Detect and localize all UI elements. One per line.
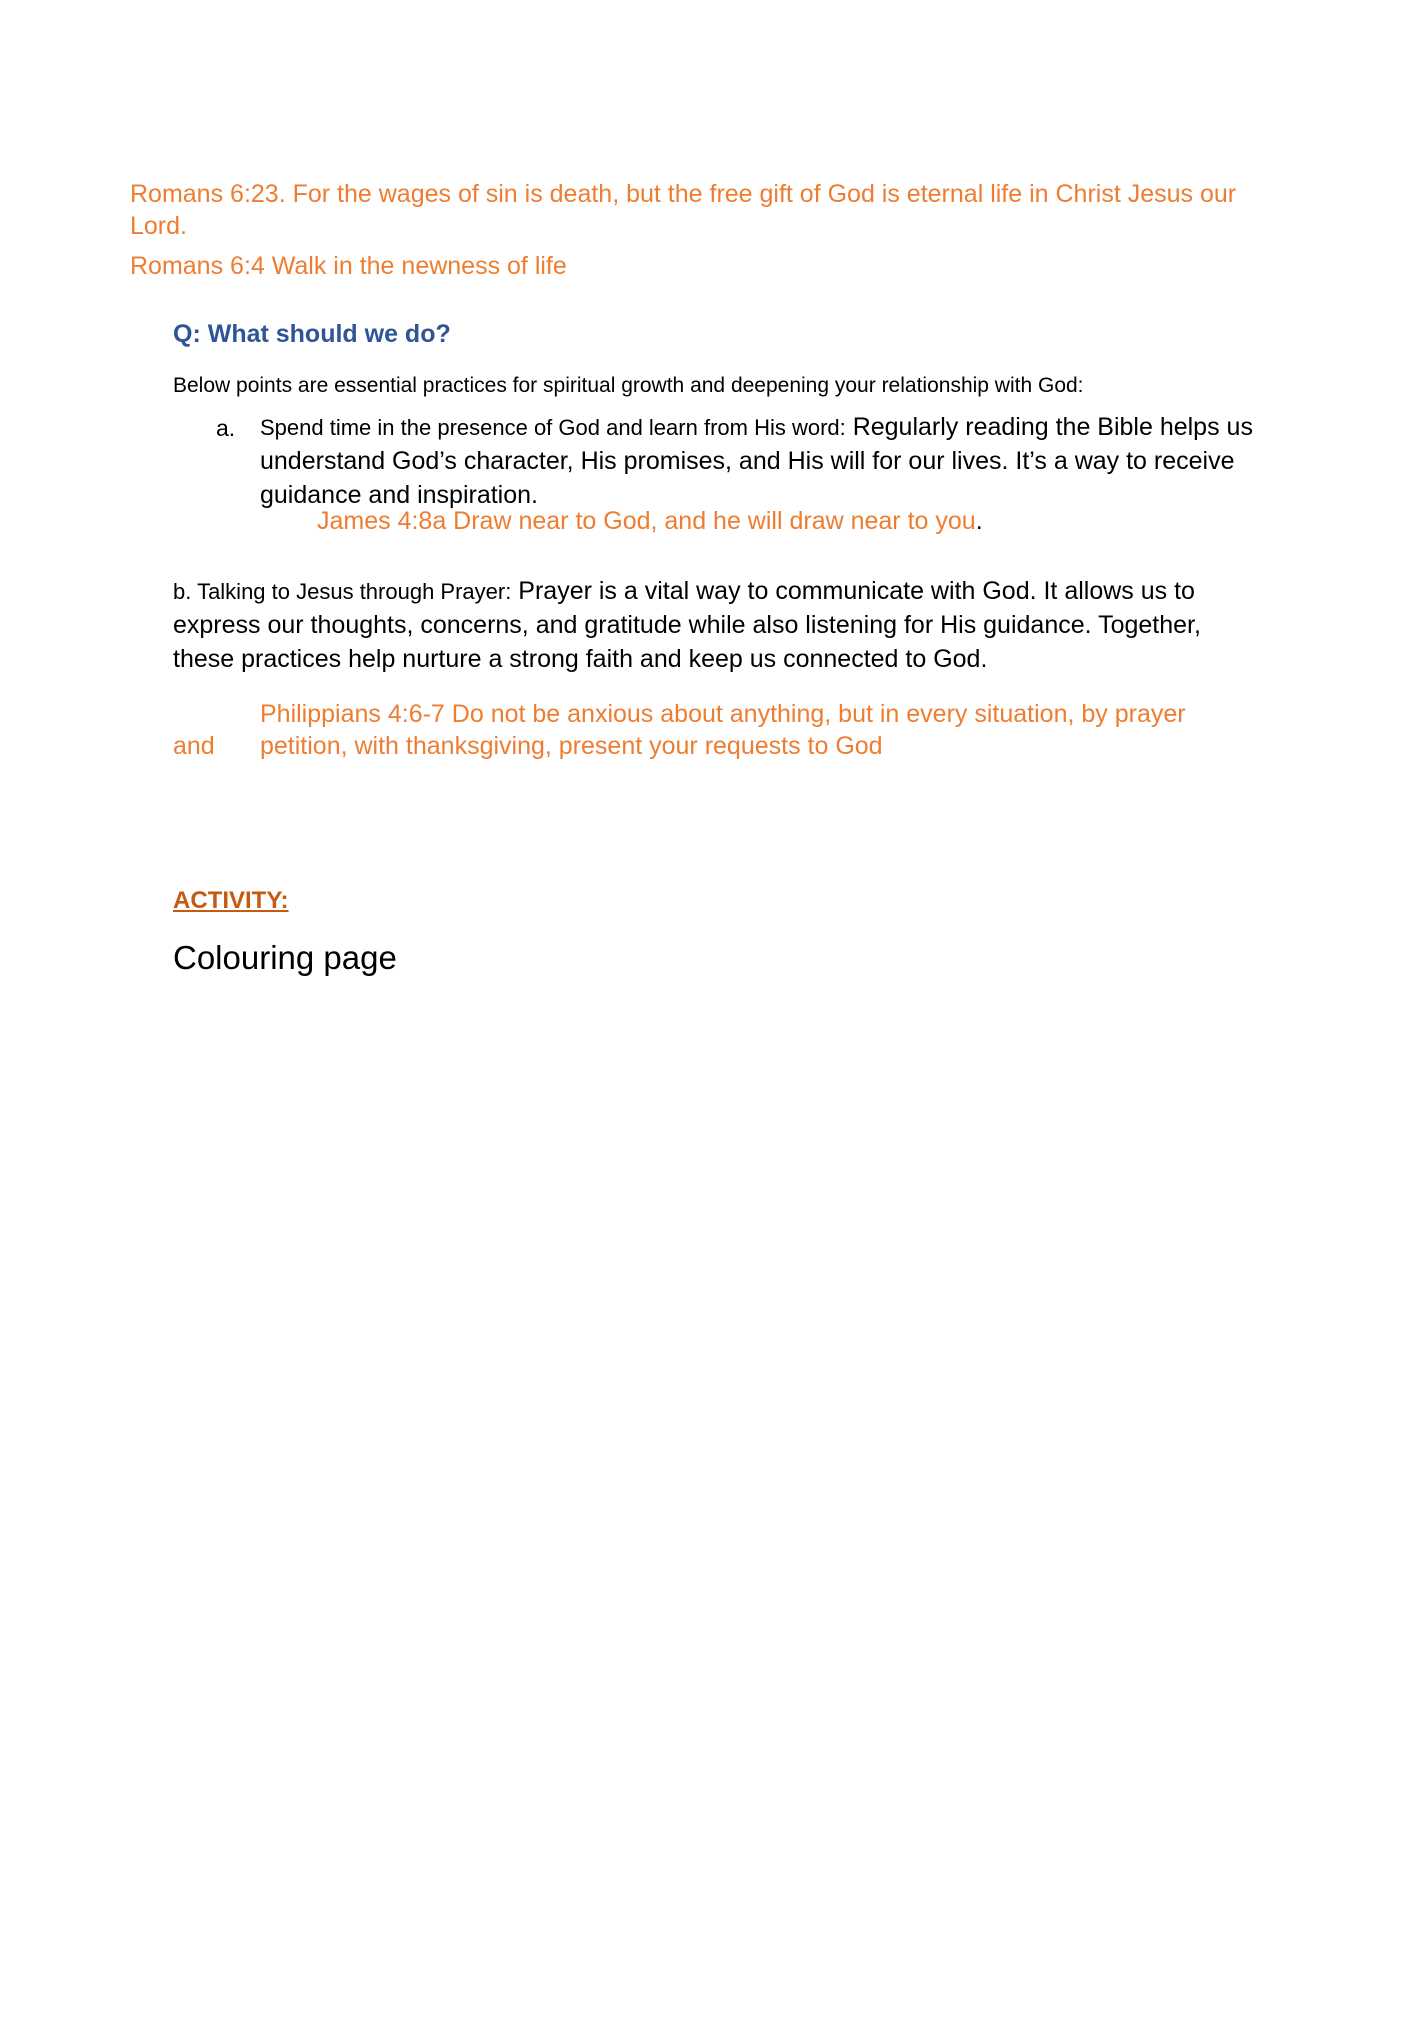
list-item-a-lead: Spend time in the presence of God and learn from His word: — [260, 415, 846, 440]
philippians-and-word: and — [173, 732, 215, 760]
romans-6-23-verse: Romans 6:23. For the wages of sin is death, but the free gift of God is eternal life in Christ Jesus our Lord. — [130, 180, 1237, 240]
romans-6-4-verse: Romans 6:4 Walk in the newness of life — [130, 252, 567, 280]
list-item-a-body — [260, 412, 1260, 514]
list-item-a — [173, 412, 1253, 514]
list-item-b — [173, 576, 1253, 678]
list-marker-a: a. — [216, 415, 236, 441]
james-verse-period: . — [975, 507, 983, 535]
philippians-4-6-7-verse: Philippians 4:6-7 Do not be anxious about anything, but in every situation, by prayer petition, with thanksgiving, present your requests to God — [260, 700, 1186, 760]
colouring-page-title: Colouring page — [173, 939, 397, 976]
question-heading: Q: What should we do? — [173, 320, 451, 348]
james-verse-line — [317, 505, 983, 537]
philippians-verse-block — [173, 698, 1253, 762]
activity-heading: ACTIVITY: — [173, 887, 289, 914]
list-item-b-text: Prayer is a vital way to communicate with God. It allows us to express our thoughts, concerns, and gratitude while also listening for His guidance. Together, these practices help nurture a strong faith and keep us connected to God. — [173, 577, 1201, 673]
list-item-a-text: Regularly reading the Bible helps us understand God’s character, His promises, and His will for our lives. It’s a way to receive guidance and inspiration. — [260, 413, 1253, 509]
james-4-8a-verse: James 4:8a Draw near to God, and he will draw near to you — [317, 507, 976, 535]
list-item-b-lead: b. Talking to Jesus through Prayer: — [173, 579, 512, 604]
intro-paragraph: Below points are essential practices for spiritual growth and deepening your relationship with God: — [173, 374, 1084, 397]
